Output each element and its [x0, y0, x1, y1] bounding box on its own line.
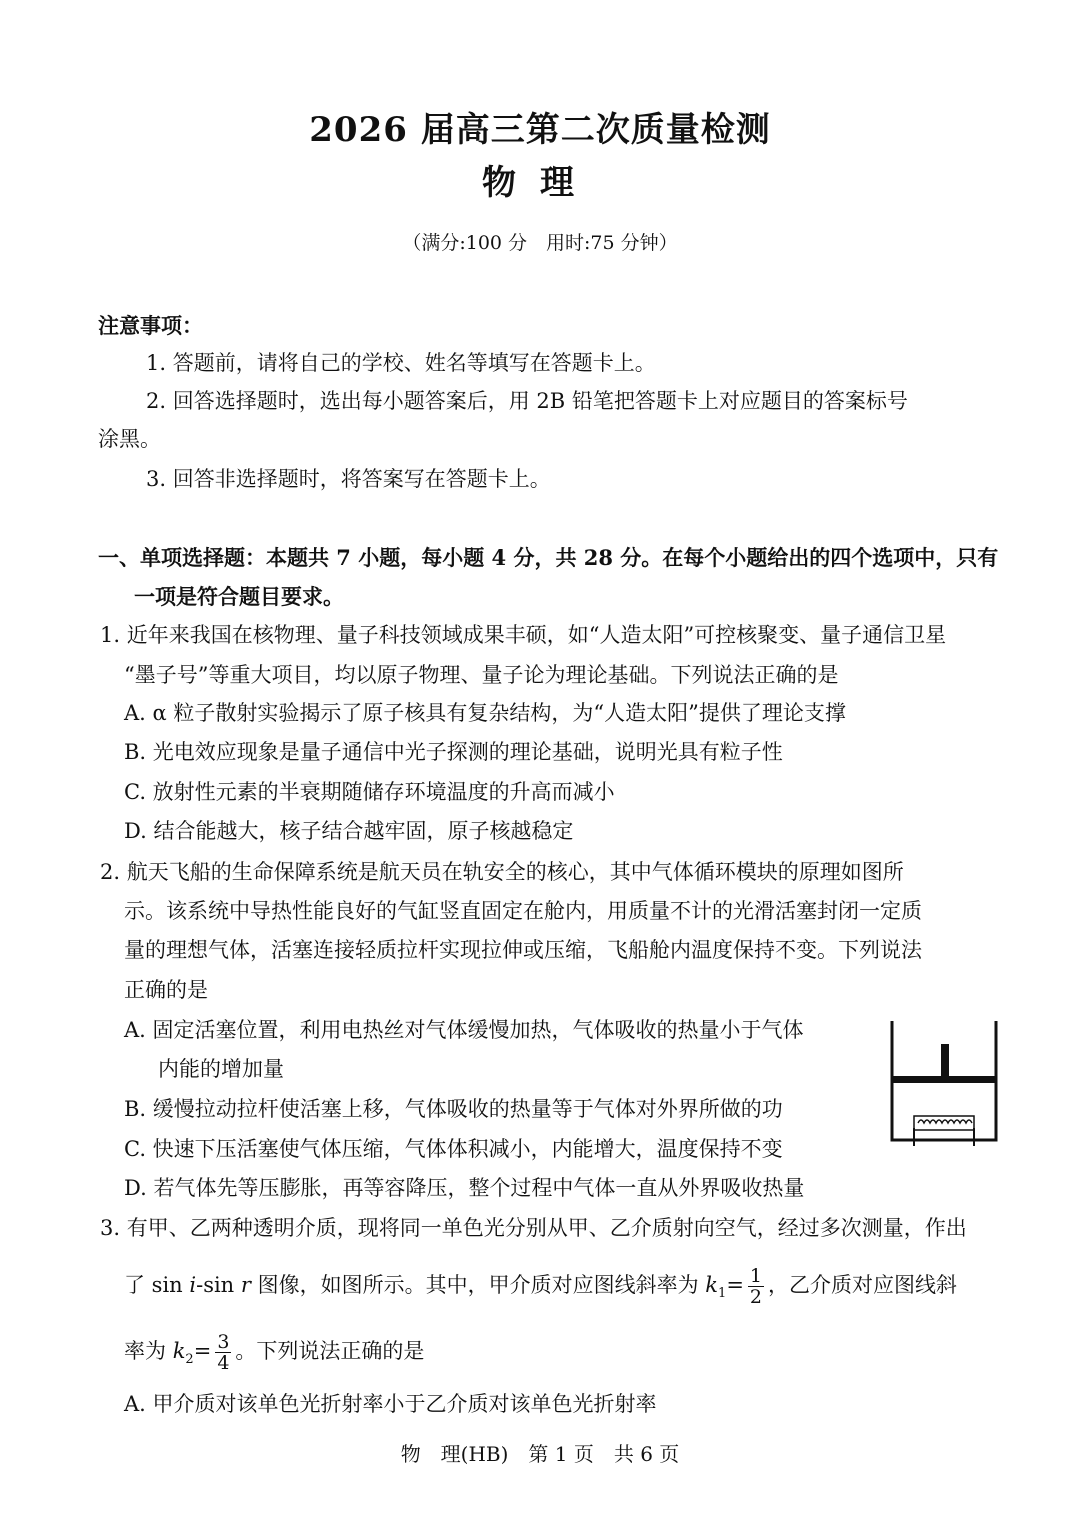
notice-item-1: 1. 答题前，请将自己的学校、姓名等填写在答题卡上。	[146, 351, 656, 375]
var-k1: k	[705, 1273, 719, 1297]
q1-option-c: C. 放射性元素的半衰期随储存环境温度的升高而减小	[124, 780, 615, 804]
q3-text-f: 。下列说法正确的是	[235, 1339, 425, 1363]
q3-text-d: ，乙介质对应图线斜	[768, 1273, 958, 1297]
exam-title: 2026 届高三第二次质量检测	[309, 110, 771, 150]
fraction-1-denominator: 2	[749, 1286, 763, 1308]
q1-option-b: B. 光电效应现象是量子通信中光子探测的理论基础，说明光具有粒子性	[124, 740, 783, 764]
k1-subscript: 1	[718, 1286, 727, 1302]
var-k2: k	[172, 1339, 186, 1363]
var-r: r	[240, 1273, 251, 1297]
q2-option-b: B. 缓慢拉动拉杆使活塞上移，气体吸收的热量等于气体对外界所做的功	[124, 1097, 783, 1121]
section-1-heading: 一、单项选择题：本题共 7 小题，每小题 4 分，共 28 分。在每个小题给出的四个选项中，只有	[98, 545, 999, 570]
q3-stem-line-1: 3. 有甲、乙两种透明介质，现将同一单色光分别从甲、乙介质射向空气，经过多次测量，作出	[100, 1216, 967, 1240]
fraction-1-numerator: 1	[749, 1265, 763, 1287]
notice-heading: 注意事项：	[98, 313, 203, 338]
fraction-one-half	[748, 1266, 764, 1307]
notice-item-2-line-1: 2. 回答选择题时，选出每小题答案后，用 2B 铅笔把答题卡上对应题目的答案标号	[146, 389, 908, 413]
heater-box	[914, 1116, 974, 1130]
q3-text-e: 率为	[124, 1339, 173, 1363]
k2-subscript: 2	[185, 1352, 194, 1368]
exam-meta: （满分:100 分 用时:75 分钟）	[402, 232, 678, 254]
q2-option-d: D. 若气体先等压膨胀，再等容降压，整个过程中气体一直从外界吸收热量	[124, 1176, 805, 1200]
q2-option-a-line-1: A. 固定活塞位置，利用电热丝对气体缓慢加热，气体吸收的热量小于气体	[124, 1018, 804, 1042]
q3-stem-line-2	[124, 1266, 957, 1309]
q3-text-b: -sin	[196, 1273, 241, 1297]
cylinder-diagram	[884, 1016, 1004, 1150]
q2-stem-line-4: 正确的是	[124, 978, 208, 1002]
pull-rod	[941, 1044, 949, 1078]
q2-option-a-line-2: 内能的增加量	[158, 1057, 284, 1081]
section-1-heading-cont: 一项是符合题目要求。	[134, 584, 344, 609]
page-footer: 物 理(HB) 第 1 页 共 6 页	[400, 1442, 680, 1466]
q3-stem-line-3	[124, 1332, 424, 1375]
q2-stem-line-2: 示。该系统中导热性能良好的气缸竖直固定在舱内，用质量不计的光滑活塞封闭一定质	[124, 899, 922, 923]
q2-stem-line-3: 量的理想气体，活塞连接轻质拉杆实现拉伸或压缩，飞船舱内温度保持不变。下列说法	[124, 938, 922, 962]
q3-text-a: 了 sin	[124, 1273, 190, 1297]
cylinder-svg	[884, 1016, 1004, 1146]
q3-option-a: A. 甲介质对该单色光折射率小于乙介质对该单色光折射率	[124, 1392, 657, 1416]
heating-coil	[918, 1120, 972, 1123]
q1-stem-line-2: “墨子号”等重大项目，均以原子物理、量子论为理论基础。下列说法正确的是	[124, 663, 839, 687]
fraction-three-quarters	[215, 1332, 231, 1373]
notice-item-2-line-2: 涂黑。	[98, 427, 161, 451]
q3-text-c: 图像，如图所示。其中，甲介质对应图线斜率为	[250, 1273, 706, 1297]
q2-option-c: C. 快速下压活塞使气体压缩，气体体积减小，内能增大，温度保持不变	[124, 1137, 783, 1161]
notice-item-3: 3. 回答非选择题时，将答案写在答题卡上。	[146, 467, 551, 491]
exam-subject: 物理	[482, 163, 598, 203]
q1-option-d: D. 结合能越大，核子结合越牢固，原子核越稳定	[124, 819, 574, 843]
q1-option-a: A. α 粒子散射实验揭示了原子核具有复杂结构，为“人造太阳”提供了理论支撑	[124, 701, 846, 725]
q1-stem-line-1: 1. 近年来我国在核物理、量子科技领域成果丰硕，如“人造太阳”可控核聚变、量子通信卫星	[100, 623, 947, 647]
fraction-2-numerator: 3	[217, 1331, 230, 1353]
var-i: i	[189, 1273, 197, 1297]
equals-sign-2: =	[193, 1339, 212, 1363]
q2-stem-line-1: 2. 航天飞船的生命保障系统是航天员在轨安全的核心，其中气体循环模块的原理如图所	[100, 860, 904, 884]
equals-sign-1: =	[726, 1273, 744, 1297]
fraction-2-denominator: 4	[217, 1352, 230, 1374]
